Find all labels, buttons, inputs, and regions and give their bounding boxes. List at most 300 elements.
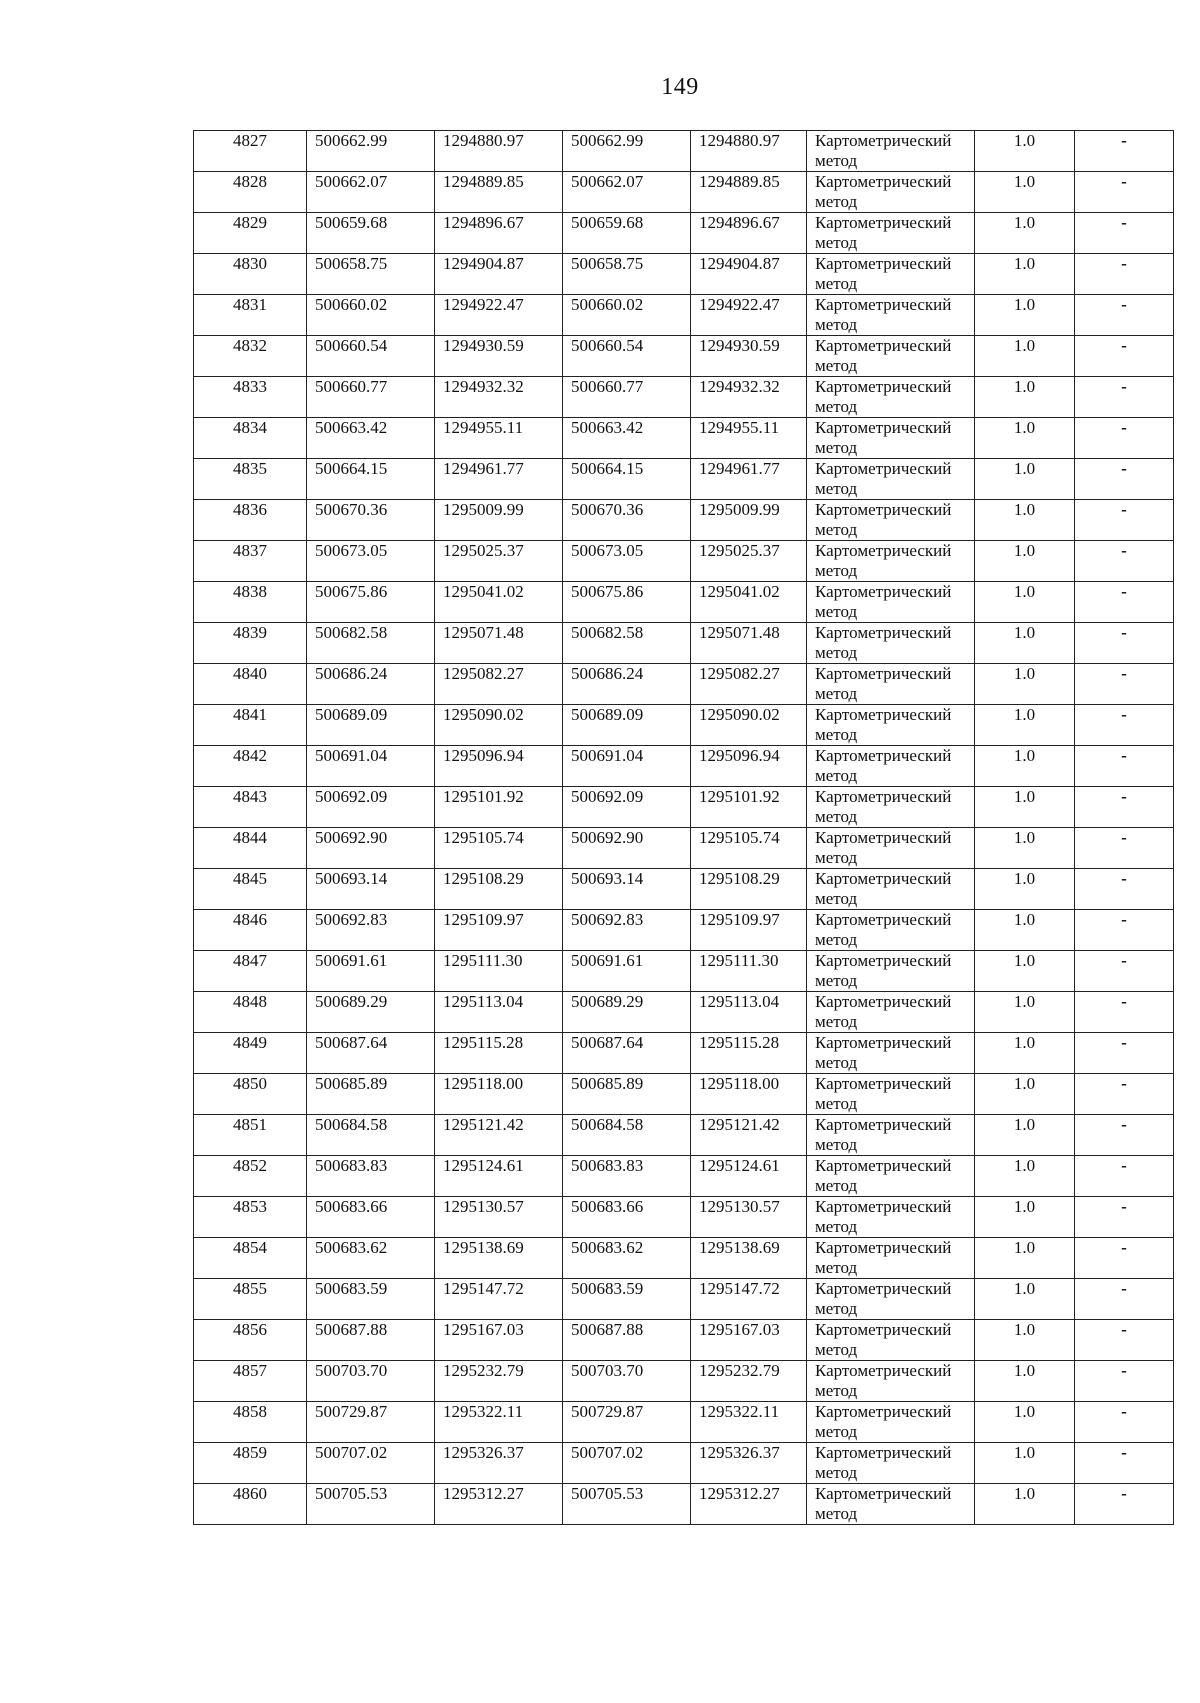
existing-y-cell: 1294932.32 <box>435 377 563 418</box>
note-cell: - <box>1075 1115 1174 1156</box>
existing-x-cell: 500705.53 <box>307 1484 435 1525</box>
method-cell: Картометрический метод <box>807 869 975 910</box>
existing-y-cell: 1294922.47 <box>435 295 563 336</box>
existing-x-cell: 500691.61 <box>307 951 435 992</box>
refined-y-cell: 1295105.74 <box>691 828 807 869</box>
refined-x-cell: 500684.58 <box>563 1115 691 1156</box>
table-row <box>194 1115 1174 1156</box>
existing-y-cell: 1295326.37 <box>435 1443 563 1484</box>
refined-x-cell: 500683.83 <box>563 1156 691 1197</box>
note-cell: - <box>1075 213 1174 254</box>
method-cell: Картометрический метод <box>807 992 975 1033</box>
method-cell: Картометрический метод <box>807 1156 975 1197</box>
refined-x-cell: 500692.09 <box>563 787 691 828</box>
note-cell: - <box>1075 582 1174 623</box>
refined-x-cell: 500692.83 <box>563 910 691 951</box>
point-number-cell: 4833 <box>194 377 307 418</box>
existing-y-cell: 1295232.79 <box>435 1361 563 1402</box>
existing-y-cell: 1294880.97 <box>435 131 563 172</box>
existing-x-cell: 500692.83 <box>307 910 435 951</box>
existing-x-cell: 500685.89 <box>307 1074 435 1115</box>
refined-y-cell: 1295096.94 <box>691 746 807 787</box>
method-cell: Картометрический метод <box>807 582 975 623</box>
accuracy-cell: 1.0 <box>975 336 1075 377</box>
note-cell: - <box>1075 1361 1174 1402</box>
note-cell: - <box>1075 131 1174 172</box>
refined-x-cell: 500664.15 <box>563 459 691 500</box>
refined-x-cell: 500659.68 <box>563 213 691 254</box>
method-cell: Картометрический метод <box>807 418 975 459</box>
coordinates-table <box>193 130 1174 1525</box>
accuracy-cell: 1.0 <box>975 910 1075 951</box>
existing-x-cell: 500662.99 <box>307 131 435 172</box>
table-row <box>194 459 1174 500</box>
point-number-cell: 4827 <box>194 131 307 172</box>
refined-x-cell: 500660.77 <box>563 377 691 418</box>
existing-y-cell: 1294904.87 <box>435 254 563 295</box>
point-number-cell: 4831 <box>194 295 307 336</box>
note-cell: - <box>1075 1484 1174 1525</box>
refined-x-cell: 500691.61 <box>563 951 691 992</box>
method-cell: Картометрический метод <box>807 131 975 172</box>
refined-y-cell: 1295232.79 <box>691 1361 807 1402</box>
method-cell: Картометрический метод <box>807 746 975 787</box>
note-cell: - <box>1075 1074 1174 1115</box>
refined-y-cell: 1294932.32 <box>691 377 807 418</box>
existing-x-cell: 500673.05 <box>307 541 435 582</box>
point-number-cell: 4842 <box>194 746 307 787</box>
point-number-cell: 4856 <box>194 1320 307 1361</box>
coordinates-table-body <box>194 131 1174 1525</box>
table-row <box>194 705 1174 746</box>
refined-y-cell: 1294930.59 <box>691 336 807 377</box>
accuracy-cell: 1.0 <box>975 828 1075 869</box>
refined-x-cell: 500662.07 <box>563 172 691 213</box>
existing-y-cell: 1295090.02 <box>435 705 563 746</box>
existing-y-cell: 1294955.11 <box>435 418 563 459</box>
point-number-cell: 4841 <box>194 705 307 746</box>
existing-x-cell: 500692.09 <box>307 787 435 828</box>
refined-y-cell: 1295090.02 <box>691 705 807 746</box>
method-cell: Картометрический метод <box>807 541 975 582</box>
existing-x-cell: 500684.58 <box>307 1115 435 1156</box>
note-cell: - <box>1075 746 1174 787</box>
existing-y-cell: 1295025.37 <box>435 541 563 582</box>
note-cell: - <box>1075 418 1174 459</box>
method-cell: Картометрический метод <box>807 910 975 951</box>
existing-y-cell: 1295312.27 <box>435 1484 563 1525</box>
refined-x-cell: 500705.53 <box>563 1484 691 1525</box>
accuracy-cell: 1.0 <box>975 1197 1075 1238</box>
refined-y-cell: 1295041.02 <box>691 582 807 623</box>
existing-y-cell: 1295101.92 <box>435 787 563 828</box>
accuracy-cell: 1.0 <box>975 787 1075 828</box>
point-number-cell: 4860 <box>194 1484 307 1525</box>
refined-y-cell: 1294896.67 <box>691 213 807 254</box>
note-cell: - <box>1075 1238 1174 1279</box>
accuracy-cell: 1.0 <box>975 623 1075 664</box>
accuracy-cell: 1.0 <box>975 459 1075 500</box>
refined-y-cell: 1295009.99 <box>691 500 807 541</box>
existing-y-cell: 1295322.11 <box>435 1402 563 1443</box>
page-number: 149 <box>661 74 699 100</box>
existing-x-cell: 500683.66 <box>307 1197 435 1238</box>
refined-x-cell: 500686.24 <box>563 664 691 705</box>
refined-y-cell: 1295130.57 <box>691 1197 807 1238</box>
existing-y-cell: 1295071.48 <box>435 623 563 664</box>
refined-y-cell: 1295118.00 <box>691 1074 807 1115</box>
refined-x-cell: 500689.29 <box>563 992 691 1033</box>
note-cell: - <box>1075 1197 1174 1238</box>
existing-x-cell: 500689.29 <box>307 992 435 1033</box>
method-cell: Картометрический метод <box>807 254 975 295</box>
point-number-cell: 4854 <box>194 1238 307 1279</box>
existing-y-cell: 1295009.99 <box>435 500 563 541</box>
refined-y-cell: 1295025.37 <box>691 541 807 582</box>
accuracy-cell: 1.0 <box>975 1238 1075 1279</box>
table-row <box>194 1361 1174 1402</box>
note-cell: - <box>1075 541 1174 582</box>
method-cell: Картометрический метод <box>807 459 975 500</box>
table-row <box>194 1074 1174 1115</box>
existing-x-cell: 500689.09 <box>307 705 435 746</box>
method-cell: Картометрический метод <box>807 295 975 336</box>
table-row <box>194 1484 1174 1525</box>
table-row <box>194 951 1174 992</box>
accuracy-cell: 1.0 <box>975 705 1075 746</box>
refined-x-cell: 500660.02 <box>563 295 691 336</box>
refined-y-cell: 1295109.97 <box>691 910 807 951</box>
note-cell: - <box>1075 664 1174 705</box>
note-cell: - <box>1075 869 1174 910</box>
point-number-cell: 4855 <box>194 1279 307 1320</box>
point-number-cell: 4828 <box>194 172 307 213</box>
accuracy-cell: 1.0 <box>975 1033 1075 1074</box>
accuracy-cell: 1.0 <box>975 172 1075 213</box>
note-cell: - <box>1075 295 1174 336</box>
refined-x-cell: 500729.87 <box>563 1402 691 1443</box>
table-row <box>194 1238 1174 1279</box>
table-row <box>194 541 1174 582</box>
existing-x-cell: 500703.70 <box>307 1361 435 1402</box>
table-row <box>194 418 1174 459</box>
refined-y-cell: 1295322.11 <box>691 1402 807 1443</box>
method-cell: Картометрический метод <box>807 828 975 869</box>
point-number-cell: 4836 <box>194 500 307 541</box>
point-number-cell: 4846 <box>194 910 307 951</box>
existing-x-cell: 500693.14 <box>307 869 435 910</box>
table-row <box>194 787 1174 828</box>
point-number-cell: 4830 <box>194 254 307 295</box>
table-row <box>194 1279 1174 1320</box>
point-number-cell: 4837 <box>194 541 307 582</box>
refined-y-cell: 1295167.03 <box>691 1320 807 1361</box>
existing-x-cell: 500692.90 <box>307 828 435 869</box>
refined-y-cell: 1294889.85 <box>691 172 807 213</box>
refined-x-cell: 500662.99 <box>563 131 691 172</box>
refined-y-cell: 1295071.48 <box>691 623 807 664</box>
note-cell: - <box>1075 787 1174 828</box>
method-cell: Картометрический метод <box>807 1402 975 1443</box>
table-row <box>194 869 1174 910</box>
method-cell: Картометрический метод <box>807 705 975 746</box>
accuracy-cell: 1.0 <box>975 418 1075 459</box>
method-cell: Картометрический метод <box>807 664 975 705</box>
refined-x-cell: 500692.90 <box>563 828 691 869</box>
refined-x-cell: 500670.36 <box>563 500 691 541</box>
point-number-cell: 4859 <box>194 1443 307 1484</box>
accuracy-cell: 1.0 <box>975 131 1075 172</box>
point-number-cell: 4857 <box>194 1361 307 1402</box>
note-cell: - <box>1075 254 1174 295</box>
note-cell: - <box>1075 336 1174 377</box>
existing-y-cell: 1295121.42 <box>435 1115 563 1156</box>
refined-y-cell: 1295113.04 <box>691 992 807 1033</box>
existing-y-cell: 1295109.97 <box>435 910 563 951</box>
existing-y-cell: 1295105.74 <box>435 828 563 869</box>
method-cell: Картометрический метод <box>807 336 975 377</box>
refined-y-cell: 1294961.77 <box>691 459 807 500</box>
refined-x-cell: 500682.58 <box>563 623 691 664</box>
point-number-cell: 4834 <box>194 418 307 459</box>
refined-y-cell: 1295115.28 <box>691 1033 807 1074</box>
existing-x-cell: 500670.36 <box>307 500 435 541</box>
refined-y-cell: 1294904.87 <box>691 254 807 295</box>
refined-y-cell: 1295121.42 <box>691 1115 807 1156</box>
method-cell: Картометрический метод <box>807 623 975 664</box>
accuracy-cell: 1.0 <box>975 869 1075 910</box>
note-cell: - <box>1075 623 1174 664</box>
existing-x-cell: 500682.58 <box>307 623 435 664</box>
accuracy-cell: 1.0 <box>975 377 1075 418</box>
accuracy-cell: 1.0 <box>975 1402 1075 1443</box>
existing-y-cell: 1294896.67 <box>435 213 563 254</box>
table-row <box>194 664 1174 705</box>
table-row <box>194 582 1174 623</box>
existing-x-cell: 500683.59 <box>307 1279 435 1320</box>
existing-x-cell: 500664.15 <box>307 459 435 500</box>
existing-y-cell: 1295147.72 <box>435 1279 563 1320</box>
accuracy-cell: 1.0 <box>975 500 1075 541</box>
note-cell: - <box>1075 910 1174 951</box>
note-cell: - <box>1075 377 1174 418</box>
accuracy-cell: 1.0 <box>975 1320 1075 1361</box>
existing-y-cell: 1295118.00 <box>435 1074 563 1115</box>
point-number-cell: 4845 <box>194 869 307 910</box>
point-number-cell: 4847 <box>194 951 307 992</box>
existing-x-cell: 500683.62 <box>307 1238 435 1279</box>
note-cell: - <box>1075 500 1174 541</box>
existing-x-cell: 500686.24 <box>307 664 435 705</box>
accuracy-cell: 1.0 <box>975 1115 1075 1156</box>
method-cell: Картометрический метод <box>807 1115 975 1156</box>
accuracy-cell: 1.0 <box>975 1156 1075 1197</box>
note-cell: - <box>1075 1443 1174 1484</box>
note-cell: - <box>1075 459 1174 500</box>
accuracy-cell: 1.0 <box>975 582 1075 623</box>
accuracy-cell: 1.0 <box>975 746 1075 787</box>
existing-y-cell: 1295113.04 <box>435 992 563 1033</box>
existing-y-cell: 1295138.69 <box>435 1238 563 1279</box>
accuracy-cell: 1.0 <box>975 992 1075 1033</box>
point-number-cell: 4848 <box>194 992 307 1033</box>
method-cell: Картометрический метод <box>807 1197 975 1238</box>
existing-y-cell: 1295096.94 <box>435 746 563 787</box>
refined-x-cell: 500703.70 <box>563 1361 691 1402</box>
refined-x-cell: 500660.54 <box>563 336 691 377</box>
refined-x-cell: 500675.86 <box>563 582 691 623</box>
existing-x-cell: 500691.04 <box>307 746 435 787</box>
note-cell: - <box>1075 1402 1174 1443</box>
table-row <box>194 500 1174 541</box>
table-row <box>194 131 1174 172</box>
accuracy-cell: 1.0 <box>975 1074 1075 1115</box>
existing-x-cell: 500683.83 <box>307 1156 435 1197</box>
refined-y-cell: 1295147.72 <box>691 1279 807 1320</box>
method-cell: Картометрический метод <box>807 787 975 828</box>
method-cell: Картометрический метод <box>807 500 975 541</box>
method-cell: Картометрический метод <box>807 1279 975 1320</box>
note-cell: - <box>1075 828 1174 869</box>
refined-x-cell: 500687.64 <box>563 1033 691 1074</box>
existing-y-cell: 1295167.03 <box>435 1320 563 1361</box>
note-cell: - <box>1075 705 1174 746</box>
table-row <box>194 336 1174 377</box>
note-cell: - <box>1075 172 1174 213</box>
existing-x-cell: 500660.02 <box>307 295 435 336</box>
refined-y-cell: 1294922.47 <box>691 295 807 336</box>
refined-x-cell: 500691.04 <box>563 746 691 787</box>
existing-x-cell: 500660.77 <box>307 377 435 418</box>
existing-y-cell: 1295115.28 <box>435 1033 563 1074</box>
point-number-cell: 4839 <box>194 623 307 664</box>
point-number-cell: 4829 <box>194 213 307 254</box>
refined-y-cell: 1294880.97 <box>691 131 807 172</box>
accuracy-cell: 1.0 <box>975 1361 1075 1402</box>
point-number-cell: 4844 <box>194 828 307 869</box>
table-row <box>194 828 1174 869</box>
method-cell: Картометрический метод <box>807 1443 975 1484</box>
point-number-cell: 4853 <box>194 1197 307 1238</box>
table-row <box>194 295 1174 336</box>
existing-x-cell: 500707.02 <box>307 1443 435 1484</box>
refined-x-cell: 500685.89 <box>563 1074 691 1115</box>
note-cell: - <box>1075 951 1174 992</box>
accuracy-cell: 1.0 <box>975 213 1075 254</box>
refined-x-cell: 500707.02 <box>563 1443 691 1484</box>
note-cell: - <box>1075 1320 1174 1361</box>
refined-x-cell: 500689.09 <box>563 705 691 746</box>
refined-y-cell: 1295124.61 <box>691 1156 807 1197</box>
existing-x-cell: 500687.64 <box>307 1033 435 1074</box>
table-row <box>194 172 1174 213</box>
point-number-cell: 4838 <box>194 582 307 623</box>
refined-x-cell: 500683.62 <box>563 1238 691 1279</box>
refined-y-cell: 1295101.92 <box>691 787 807 828</box>
accuracy-cell: 1.0 <box>975 664 1075 705</box>
table-row <box>194 1156 1174 1197</box>
method-cell: Картометрический метод <box>807 1238 975 1279</box>
point-number-cell: 4849 <box>194 1033 307 1074</box>
refined-x-cell: 500687.88 <box>563 1320 691 1361</box>
refined-x-cell: 500683.66 <box>563 1197 691 1238</box>
existing-y-cell: 1295111.30 <box>435 951 563 992</box>
note-cell: - <box>1075 1156 1174 1197</box>
existing-x-cell: 500675.86 <box>307 582 435 623</box>
accuracy-cell: 1.0 <box>975 951 1075 992</box>
existing-x-cell: 500658.75 <box>307 254 435 295</box>
table-row <box>194 1033 1174 1074</box>
table-row <box>194 623 1174 664</box>
note-cell: - <box>1075 1033 1174 1074</box>
point-number-cell: 4852 <box>194 1156 307 1197</box>
existing-x-cell: 500662.07 <box>307 172 435 213</box>
existing-y-cell: 1294961.77 <box>435 459 563 500</box>
point-number-cell: 4832 <box>194 336 307 377</box>
existing-x-cell: 500663.42 <box>307 418 435 459</box>
existing-y-cell: 1295130.57 <box>435 1197 563 1238</box>
method-cell: Картометрический метод <box>807 377 975 418</box>
table-row <box>194 377 1174 418</box>
accuracy-cell: 1.0 <box>975 1443 1075 1484</box>
table-row <box>194 254 1174 295</box>
existing-x-cell: 500687.88 <box>307 1320 435 1361</box>
refined-y-cell: 1295326.37 <box>691 1443 807 1484</box>
existing-y-cell: 1295108.29 <box>435 869 563 910</box>
point-number-cell: 4843 <box>194 787 307 828</box>
existing-y-cell: 1295041.02 <box>435 582 563 623</box>
method-cell: Картометрический метод <box>807 172 975 213</box>
note-cell: - <box>1075 1279 1174 1320</box>
existing-x-cell: 500660.54 <box>307 336 435 377</box>
accuracy-cell: 1.0 <box>975 1484 1075 1525</box>
table-row <box>194 746 1174 787</box>
refined-y-cell: 1295312.27 <box>691 1484 807 1525</box>
method-cell: Картометрический метод <box>807 1033 975 1074</box>
point-number-cell: 4835 <box>194 459 307 500</box>
point-number-cell: 4851 <box>194 1115 307 1156</box>
note-cell: - <box>1075 992 1174 1033</box>
table-row <box>194 910 1174 951</box>
accuracy-cell: 1.0 <box>975 541 1075 582</box>
table-row <box>194 992 1174 1033</box>
refined-y-cell: 1294955.11 <box>691 418 807 459</box>
point-number-cell: 4858 <box>194 1402 307 1443</box>
method-cell: Картометрический метод <box>807 1361 975 1402</box>
refined-x-cell: 500673.05 <box>563 541 691 582</box>
refined-x-cell: 500683.59 <box>563 1279 691 1320</box>
table-row <box>194 213 1174 254</box>
method-cell: Картометрический метод <box>807 951 975 992</box>
refined-y-cell: 1295082.27 <box>691 664 807 705</box>
accuracy-cell: 1.0 <box>975 1279 1075 1320</box>
existing-y-cell: 1295124.61 <box>435 1156 563 1197</box>
refined-x-cell: 500663.42 <box>563 418 691 459</box>
refined-y-cell: 1295111.30 <box>691 951 807 992</box>
refined-y-cell: 1295108.29 <box>691 869 807 910</box>
point-number-cell: 4850 <box>194 1074 307 1115</box>
refined-x-cell: 500693.14 <box>563 869 691 910</box>
refined-x-cell: 500658.75 <box>563 254 691 295</box>
accuracy-cell: 1.0 <box>975 295 1075 336</box>
table-row <box>194 1197 1174 1238</box>
existing-y-cell: 1294930.59 <box>435 336 563 377</box>
point-number-cell: 4840 <box>194 664 307 705</box>
table-row <box>194 1402 1174 1443</box>
existing-y-cell: 1294889.85 <box>435 172 563 213</box>
existing-x-cell: 500659.68 <box>307 213 435 254</box>
method-cell: Картометрический метод <box>807 1074 975 1115</box>
